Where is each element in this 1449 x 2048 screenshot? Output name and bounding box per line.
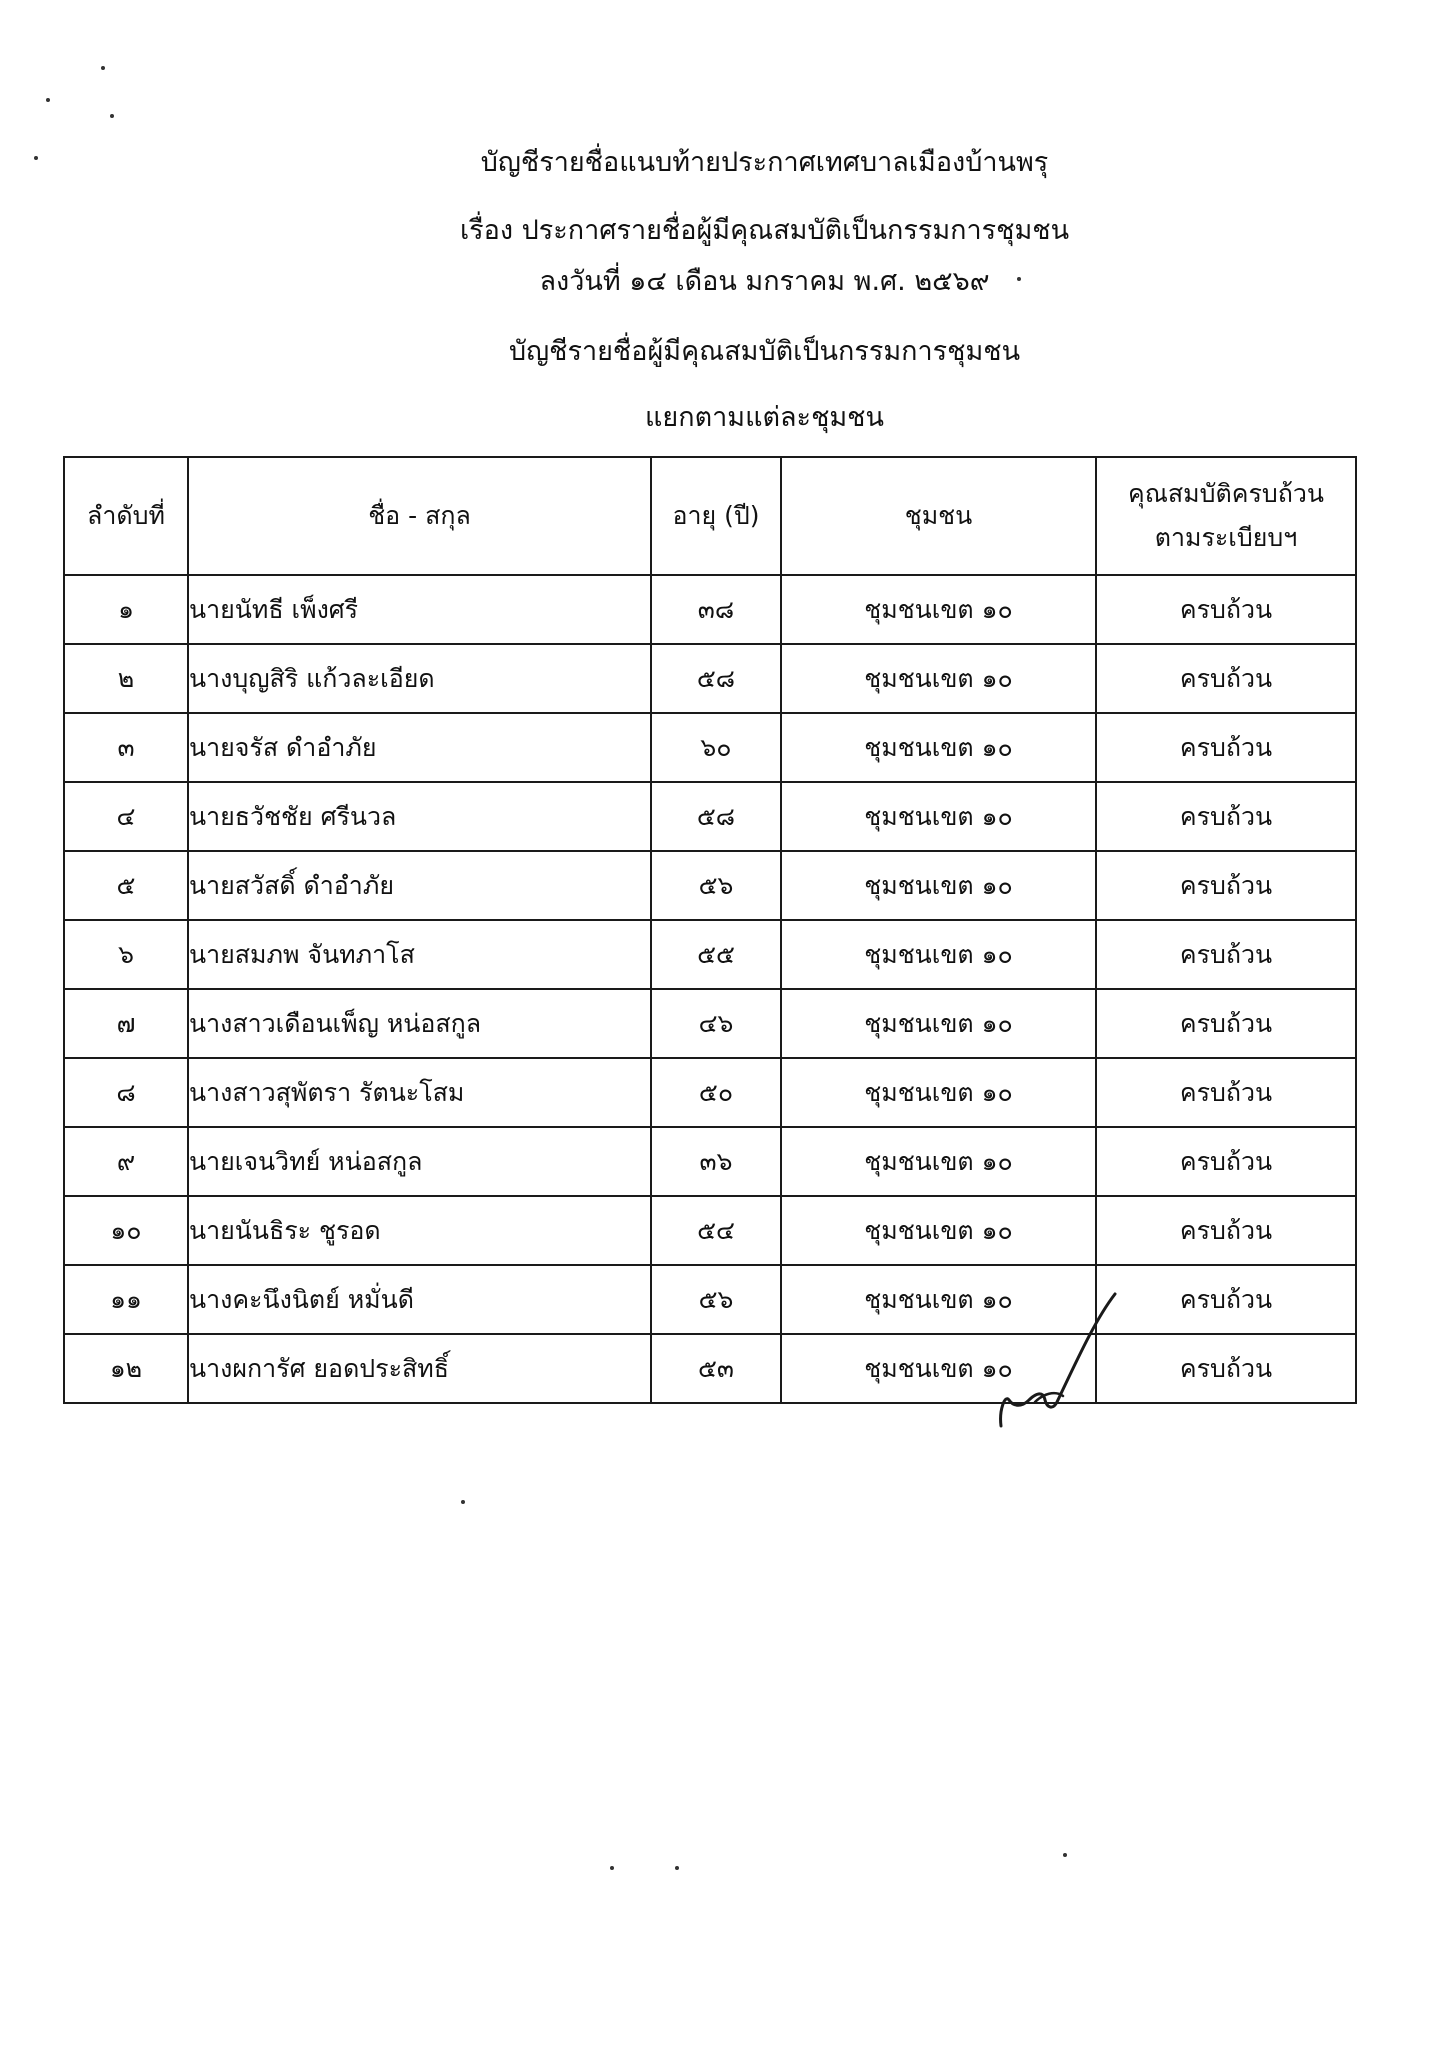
- header-name: ชื่อ - สกุล: [188, 457, 651, 575]
- cell-status: ครบถ้วน: [1096, 1127, 1356, 1196]
- cell-community: ชุมชนเขต ๑๐: [781, 782, 1096, 851]
- scan-speck: [101, 66, 105, 70]
- table-row: [64, 1196, 1356, 1265]
- list-subtitle: แยกตามแต่ละชุมชน: [645, 402, 884, 433]
- cell-age: ๓๖: [651, 1127, 781, 1196]
- scan-speck: [110, 114, 114, 118]
- cell-status: ครบถ้วน: [1096, 851, 1356, 920]
- cell-community: ชุมชนเขต ๑๐: [781, 644, 1096, 713]
- cell-community: ชุมชนเขต ๑๐: [781, 1196, 1096, 1265]
- cell-no: ๒: [64, 644, 188, 713]
- scan-speck: [34, 156, 38, 160]
- table-row: [64, 575, 1356, 644]
- cell-name: นายนันธิระ ชูรอด: [188, 1196, 651, 1265]
- cell-community: ชุมชนเขต ๑๐: [781, 989, 1096, 1058]
- table-header-row: [64, 457, 1356, 575]
- table-row: [64, 920, 1356, 989]
- cell-age: ๕๖: [651, 851, 781, 920]
- scan-speck: [675, 1866, 679, 1870]
- cell-age: ๕๓: [651, 1334, 781, 1403]
- cell-community: ชุมชนเขต ๑๐: [781, 1265, 1096, 1334]
- cell-age: ๕๘: [651, 644, 781, 713]
- cell-community: ชุมชนเขต ๑๐: [781, 1058, 1096, 1127]
- cell-status: ครบถ้วน: [1096, 1196, 1356, 1265]
- cell-community: ชุมชนเขต ๑๐: [781, 575, 1096, 644]
- table-row: [64, 851, 1356, 920]
- cell-name: นางสาวเดือนเพ็ญ หน่อสกูล: [188, 989, 651, 1058]
- handwritten-signature: [995, 1290, 1145, 1440]
- cell-status: ครบถ้วน: [1096, 782, 1356, 851]
- cell-age: ๕๖: [651, 1265, 781, 1334]
- cell-name: นายสมภพ จันทภาโส: [188, 920, 651, 989]
- table-row: [64, 644, 1356, 713]
- cell-status: ครบถ้วน: [1096, 644, 1356, 713]
- cell-name: นางคะนึงนิตย์ หมั่นดี: [188, 1265, 651, 1334]
- cell-no: ๖: [64, 920, 188, 989]
- cell-no: ๔: [64, 782, 188, 851]
- cell-status: ครบถ้วน: [1096, 1334, 1356, 1403]
- scan-speck: [46, 98, 50, 102]
- cell-community: ชุมชนเขต ๑๐: [781, 713, 1096, 782]
- cell-no: ๑: [64, 575, 188, 644]
- cell-name: นายเจนวิทย์ หน่อสกูล: [188, 1127, 651, 1196]
- cell-name: นางผการัศ ยอดประสิทธิ์: [188, 1334, 651, 1403]
- qualified-members-table: [63, 456, 1357, 1404]
- cell-name: นายนัทธี เพ็งศรี: [188, 575, 651, 644]
- document-date: ลงวันที่ ๑๔ เดือน มกราคม พ.ศ. ๒๕๖๙: [539, 266, 990, 297]
- cell-age: ๕๐: [651, 1058, 781, 1127]
- table-row: [64, 713, 1356, 782]
- cell-age: ๔๖: [651, 989, 781, 1058]
- scan-speck: [461, 1500, 465, 1504]
- header-qualification-line-2: ตามระเบียบฯ: [1154, 523, 1298, 552]
- cell-no: ๓: [64, 713, 188, 782]
- document-subject: เรื่อง ประกาศรายชื่อผู้มีคุณสมบัติเป็นกรรมการชุมชน: [459, 215, 1070, 246]
- scan-speck: [1063, 1853, 1067, 1857]
- header-age: อายุ (ปี): [651, 457, 781, 575]
- table-row: [64, 1334, 1356, 1403]
- cell-no: ๑๑: [64, 1265, 188, 1334]
- cell-community: ชุมชนเขต ๑๐: [781, 920, 1096, 989]
- cell-community: ชุมชนเขต ๑๐: [781, 1334, 1096, 1403]
- cell-no: ๘: [64, 1058, 188, 1127]
- table-row: [64, 1265, 1356, 1334]
- cell-no: ๕: [64, 851, 188, 920]
- cell-name: นายสวัสดิ์ ดำอำภัย: [188, 851, 651, 920]
- cell-age: ๓๘: [651, 575, 781, 644]
- scan-speck: [610, 1866, 614, 1870]
- header-no: ลำดับที่: [64, 457, 188, 575]
- cell-no: ๗: [64, 989, 188, 1058]
- cell-status: ครบถ้วน: [1096, 713, 1356, 782]
- cell-name: นายธวัชชัย ศรีนวล: [188, 782, 651, 851]
- cell-community: ชุมชนเขต ๑๐: [781, 1127, 1096, 1196]
- cell-no: ๑๐: [64, 1196, 188, 1265]
- header-qualification: [1096, 457, 1356, 575]
- header-community: ชุมชน: [781, 457, 1096, 575]
- cell-no: ๙: [64, 1127, 188, 1196]
- cell-status: ครบถ้วน: [1096, 920, 1356, 989]
- cell-name: นายจรัส ดำอำภัย: [188, 713, 651, 782]
- cell-age: ๖๐: [651, 713, 781, 782]
- cell-no: ๑๒: [64, 1334, 188, 1403]
- cell-status: ครบถ้วน: [1096, 1265, 1356, 1334]
- table-row: [64, 782, 1356, 851]
- cell-status: ครบถ้วน: [1096, 575, 1356, 644]
- list-title: บัญชีรายชื่อผู้มีคุณสมบัติเป็นกรรมการชุมชน: [508, 336, 1021, 367]
- table-row: [64, 1058, 1356, 1127]
- cell-age: ๕๕: [651, 920, 781, 989]
- table-row: [64, 989, 1356, 1058]
- cell-community: ชุมชนเขต ๑๐: [781, 851, 1096, 920]
- cell-age: ๕๘: [651, 782, 781, 851]
- cell-status: ครบถ้วน: [1096, 989, 1356, 1058]
- cell-status: ครบถ้วน: [1096, 1058, 1356, 1127]
- cell-name: นางบุญสิริ แก้วละเอียด: [188, 644, 651, 713]
- cell-age: ๕๔: [651, 1196, 781, 1265]
- table-row: [64, 1127, 1356, 1196]
- header-qualification-line-1: คุณสมบัติครบถ้วน: [1127, 479, 1325, 508]
- cell-name: นางสาวสุพัตรา รัตนะโสม: [188, 1058, 651, 1127]
- document-title: บัญชีรายชื่อแนบท้ายประกาศเทศบาลเมืองบ้านพรุ: [480, 147, 1049, 178]
